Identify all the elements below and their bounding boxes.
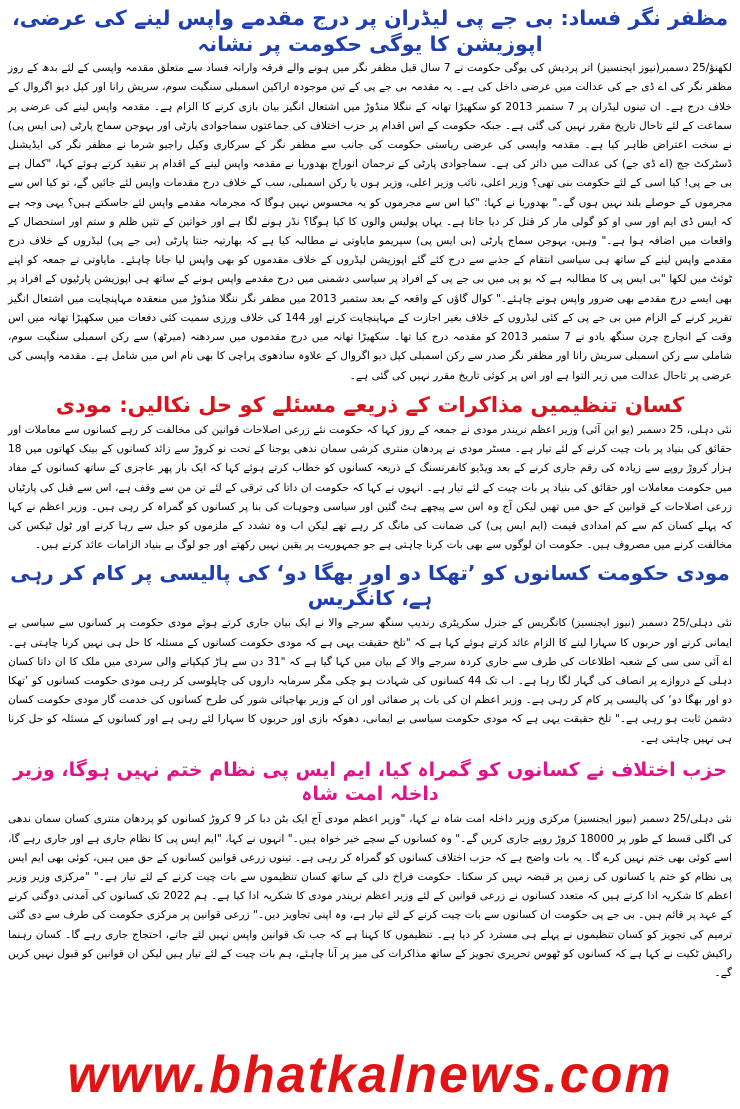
article-congress-policy: [8, 561, 732, 748]
article-amit-shah-msp: [8, 759, 732, 983]
headline-modi-farmers-talks: کسان تنظیمیں مذاکرات کے ذریعے مسئلے کو حل نکالیں: مودی: [55, 392, 685, 417]
article-body-muzaffarnagar-riots: لکھنؤ/25 دسمبر(نیوز ایجنسیز) اتر پردیش کی یوگی حکومت نے 7 سال قبل مظفر نگر میں ہونے والے فرقہ وارانہ فساد سے متعلق مقدمہ واپسی کے لئے بدھ کے روز مظفر نگر کی اے ڈی جے کی عدالت میں عرضی داخل کی ہے۔ یہ مقدمہ بی جے پی کے تین موجودہ اراکین اسمبلی سنگیت سوم، سریش رانا اور کپل دیو اگروال کے خلاف درج ہے۔ ان تینوں لیڈران پر 7 ستمبر 2013 کو سکھیڑا تھانہ کے ننگلا منڈوڑ میں اشتعال انگیز بیان بازی کرنے کا الزام ہے۔ مقدمہ واپس لینے کی عرضی پر سماعت کے لئے تاحال تاریخ مقرر نہیں کی گئی ہے۔ جبکہ حکومت کے اس اقدام پر حزب اختلاف کی جماعتوں سماجوادی پارٹی اور بہوجن سماج پارٹی (بی ایس پی) نے سخت اعتراض ظاہر کیا ہے۔ مقدمہ واپسی کی عرضی ریاستی حکومت کی جانب سے مظفر نگر کے سرکاری وکیل راجیو شرما نے مظفر نگر کی ایڈیشنل ڈسٹرکٹ جج (اے ڈی جے) کی عدالت میں دائر کی ہے۔ سماجوادی پارٹی کے ترجمان انوراج بھدوریا نے مقدمہ واپس لینے کے اقدام پر تنقید کرتے ہوئے کہا، "کمال ہے بی جے پی! کیا اسی کے لئے حکومت بنی تھی؟ وزیر اعلی، نائب وزیر اعلی، وزیر ہوں یا رکن اسمبلی، سب کے خلاف درج مقدمات واپس لئے جائیں گے، تو کیا اس سے مجرموں کے حوصلے بلند نہیں ہوں گے۔" بھدوریا نے کہا: "کیا اس سے مجرموں کو یہ محسوس نہیں ہوگا کہ مجرمانہ مقدمے واپس لئے جاسکتے ہیں؟ یہی وجہ ہے کہ ایس ڈی ایم اور سی او کو گولی مار کر قتل کر دیا جاتا ہے۔ یہاں پولیس والوں کا کیا ہوگا؟ نڈر ہونے لگا ہے اور خواتین کے تئیں ظلم و ستم اور استحصال کے واقعات میں اضافہ ہوا ہے۔" وہیں، بہوجن سماج پارٹی (بی ایس پی) سپریمو مایاوتی نے مطالبہ کیا ہے کہ بھارتیہ جنتا پارٹی (بی جے پی) لیڈروں کے خلاف درج مقدمے واپس لینے کے ساتھ ہی سیاسی انتقام کے جذبے سے درج کئے گئے اپوزیشن لیڈروں کے خلاف مقدموں کو بھی واپس لیا جانا چاہئے۔ مایاوتی نے جمعہ کو اپنے ٹوئٹ میں لکھا "بی ایس پی کا مطالبہ ہے کہ یو پی میں بی جے پی کے افراد پر سیاسی دشمنی میں درج مقدمے واپس ہونے کے ساتھ ہی اپوزیشن پارٹیوں کے افراد پر بھی ایسے درج مقدمے بھی ضرور واپس ہونے چاہئے۔" کوال گاؤں کے واقعہ کے بعد ستمبر 2013 میں مظفر نگر ننگلا منڈوڑ میں منعقدہ مہاپنچایت میں اشتعال انگیز تقریر کرنے کے الزام میں بی جے پی کے کئی لیڈروں کے خلاف بغیر اجازت کے مہاپنچایت کرنے اور 144 کی خلاف ورزی سمیت کئی دفعات میں سکھیڑا تھانہ میں اس وقت کے انچارج چرن سنگھ یادو نے 7 ستمبر 2013 کو مقدمہ درج کیا تھا۔ سکھیڑا تھانہ میں درج مقدموں میں سردھنہ (میرٹھ) سے رکن اسمبلی سنگیت سوم، شاملی سے رکن اسمبلی سریش رانا اور مظفر نگر صدر سے رکن اسمبلی کپل دیو اگروال کے علاوہ سادھوی پراچی کا بھی نام اس میں شامل ہے۔ مقدمہ واپسی کی عرضی پر تاحال عدالت میں زیر التوا ہے اور اس پر کوئی تاریخ مقرر نہیں کی گئی ہے۔: [8, 62, 732, 382]
article-body-amit-shah-msp: نئی دہلی/25 دسمبر (نیوز ایجنسیز) مرکزی وزیر داخلہ امت شاہ نے کہا، "وزیر اعظم مودی آج ایک بٹن دبا کر 9 کروڑ کسانوں کو پردھان منتری کسان سمان ندھی کی اگلی قسط کے طور پر 18000 کروڑ روپے جاری کریں گے۔" وہ کسانوں کے سچے خیر خواہ ہیں۔" انہوں نے کہا، "ایم ایس پی کا نظام جاری ہے اور جاری رہے گا، اسے کوئی بھی ختم نہیں کرے گا۔ یہ بات واضح ہے کہ حزب اختلاف کسانوں کو گمراہ کر رہی ہے۔ تینوں زرعی قوانین کسانوں کے حق میں ہیں، کوئی بھی ایم ایس پی نظام کو ختم یا کسانوں کی زمین پر قبضہ نہیں کر سکتا۔ حکومت فراخ دلی کے ساتھ کسان تنظیموں سے بات چیت کرنے کے لئے تیار ہے۔" "مرکزی وزیر وزیر اعظم کا شکریہ ادا کرتے ہیں کہ متعدد کسانوں نے زرعی قوانین کے لئے وزیر اعظم نریندر مودی کا شکریہ ادا کیا ہے۔ ہم 2022 تک کسانوں کی آمدنی دوگنی کرنے کے عہد پر قائم ہیں۔ بی جے پی حکومت ان کسانوں سے بات چیت کرنے کے لئے تیار ہے، وہ اپنی تجاویز دیں۔" زرعی قوانین پر مرکزی حکومت کی طرف سے دی گئی ترمیم کی تجویز کو کسان تنظیموں نے پہلے ہی مسترد کر دیا ہے۔ تنظیموں کا کہنا ہے کہ جب تک قوانین واپس نہیں لئے جاتے، احتجاج جاری رہے گا۔ کسان رہنما راکیش ٹکیت نے کہا ہے کہ کسانوں کو ٹھوس تحریری تجویز کے ساتھ مذاکرات کی میز پر آنا چاہئے، ہم بات چیت کے لئے تیار ہیں لیکن ان قوانین کو قبول نہیں کریں گے۔: [8, 813, 733, 979]
article-muzaffarnagar-riots: [8, 6, 732, 386]
headline-muzaffarnagar-riots: مظفر نگر فساد: بی جے پی لیڈران پر درج مقدمے واپس لینے کی عرضی، اپوزیشن کا یوگی حکومت پر نشانہ: [11, 6, 729, 56]
article-modi-farmers-talks: [8, 392, 732, 556]
headline-amit-shah-msp: حزب اختلاف نے کسانوں کو گمراہ کیا، ایم ایس پی نظام ختم نہیں ہوگا، وزیر داخلہ امت شاہ: [13, 758, 727, 805]
article-body-congress-policy: نئی دہلی/25 دسمبر (نیوز ایجنسیز) کانگریس کے جنرل سکریٹری رندیپ سنگھ سرجے والا نے ایک بیان جاری کرتے ہوئے مودی حکومت پر کسانوں سے سیاسی بے ایمانی کرنے اور حربوں کا سہارا لینے کا الزام عائد کرتے ہوئے کہا ہے کہ "تلخ حقیقت یہی ہے کہ مودی حکومت کسانوں کے مسئلہ کا حل ہی نہیں کرنا چاہتی ہے۔ اے آئی سی سی کے شعبہ اطلاعات کی طرف سے جاری کردہ سرجے والا کے بیان میں کہا گیا ہے کہ "31 دن سے ہاڑ کپکپانے والی سردی میں ملک کا ان داتا کسان دہلی کے دروازے پر انصاف کی گہار لگا رہا ہے۔ اب تک 44 کسانوں کی شہادت ہو چکی مگر سرمایہ داروں کی چاپلوسی کر رہی مودی حکومت کسانوں کو ’تھکا دو اور بھگا دو‘ کی پالیسی پر کام کر رہی ہے۔ وزیر اعظم ان کی بات پر صفائی اور ان کے وزیر بھاجپائی شور کی طرح کسانوں کی خدمت گار مودی حکومت کسان دشمن ثابت ہو رہی ہے۔" تلخ حقیقت یہی ہے کہ مودی حکومت سیاسی بے ایمانی، دھوکہ بازی اور حربوں کا سہارا لئے رہی ہے اور کسانوں کے مسئلہ کو حل کرنا ہی نہیں چاہتی ہے۔: [8, 617, 732, 745]
site-url-banner: www.bhatkalnews.com: [67, 1046, 673, 1104]
headline-congress-policy: مودی حکومت کسانوں کو ’تھکا دو اور بھگا دو‘ کی پالیسی پر کام کر رہی ہے، کانگریس: [10, 561, 730, 611]
article-body-modi-farmers-talks: نئی دہلی، 25 دسمبر (یو این آئی) وزیر اعظم نریندر مودی نے جمعہ کے روز کہا کہ حکومت نئے زرعی اصلاحات قوانین کی مخالفت کر رہے کسانوں سے معاملات اور حقائق کی بنیاد پر بات چیت کرنے کے لئے تیار ہے۔ مسٹر مودی نے پردھان منتری کرشی سمان ندھی یوجنا کے تحت نو کروڑ سے زائد کسانوں کے بینک کھاتوں میں 18 ہزار کروڑ روپے سے زیادہ کی رقم جاری کرنے کے بعد ویڈیو کانفرنسنگ کے ذریعہ کسانوں کو خطاب کرتے ہوئے کہا کہ ایک بار پھر عاجزی کے ساتھ کسانوں کے مفاد میں حکومت معاملات اور حقائق کی بنیاد پر بات چیت کے لئے تیار ہے۔ انہوں نے کہا کہ حکومت ان داتا کی ترقی کے لئے تن من سے وقف ہے، اس سے قبل کی پارٹیاں زرعی اصلاحات کے قوانین کے حق میں تھیں لیکن آج وہ اس سے پیچھے ہٹ گئیں اور سیاسی وجوہات کی بنا پر کسانوں کو گمراہ کر رہی ہیں۔ وزیر اعظم نے کہا کہ پہلے کسان کم سے کم امدادی قیمت (ایم ایس پی) کی ضمانت کی مانگ کر رہے تھے لیکن اب وہ تشدد کے ملزموں کو جیل سے رہا کرنے اور ٹول ٹیکس کی مخالفت کرنے میں مصروف ہیں۔ حکومت ان لوگوں سے بھی بات کرنا چاہتی ہے جو جمہوریت پر یقین نہیں رکھتے اور جو لوگ بے بنیاد الزامات عائد کرتے ہیں۔: [8, 423, 732, 552]
